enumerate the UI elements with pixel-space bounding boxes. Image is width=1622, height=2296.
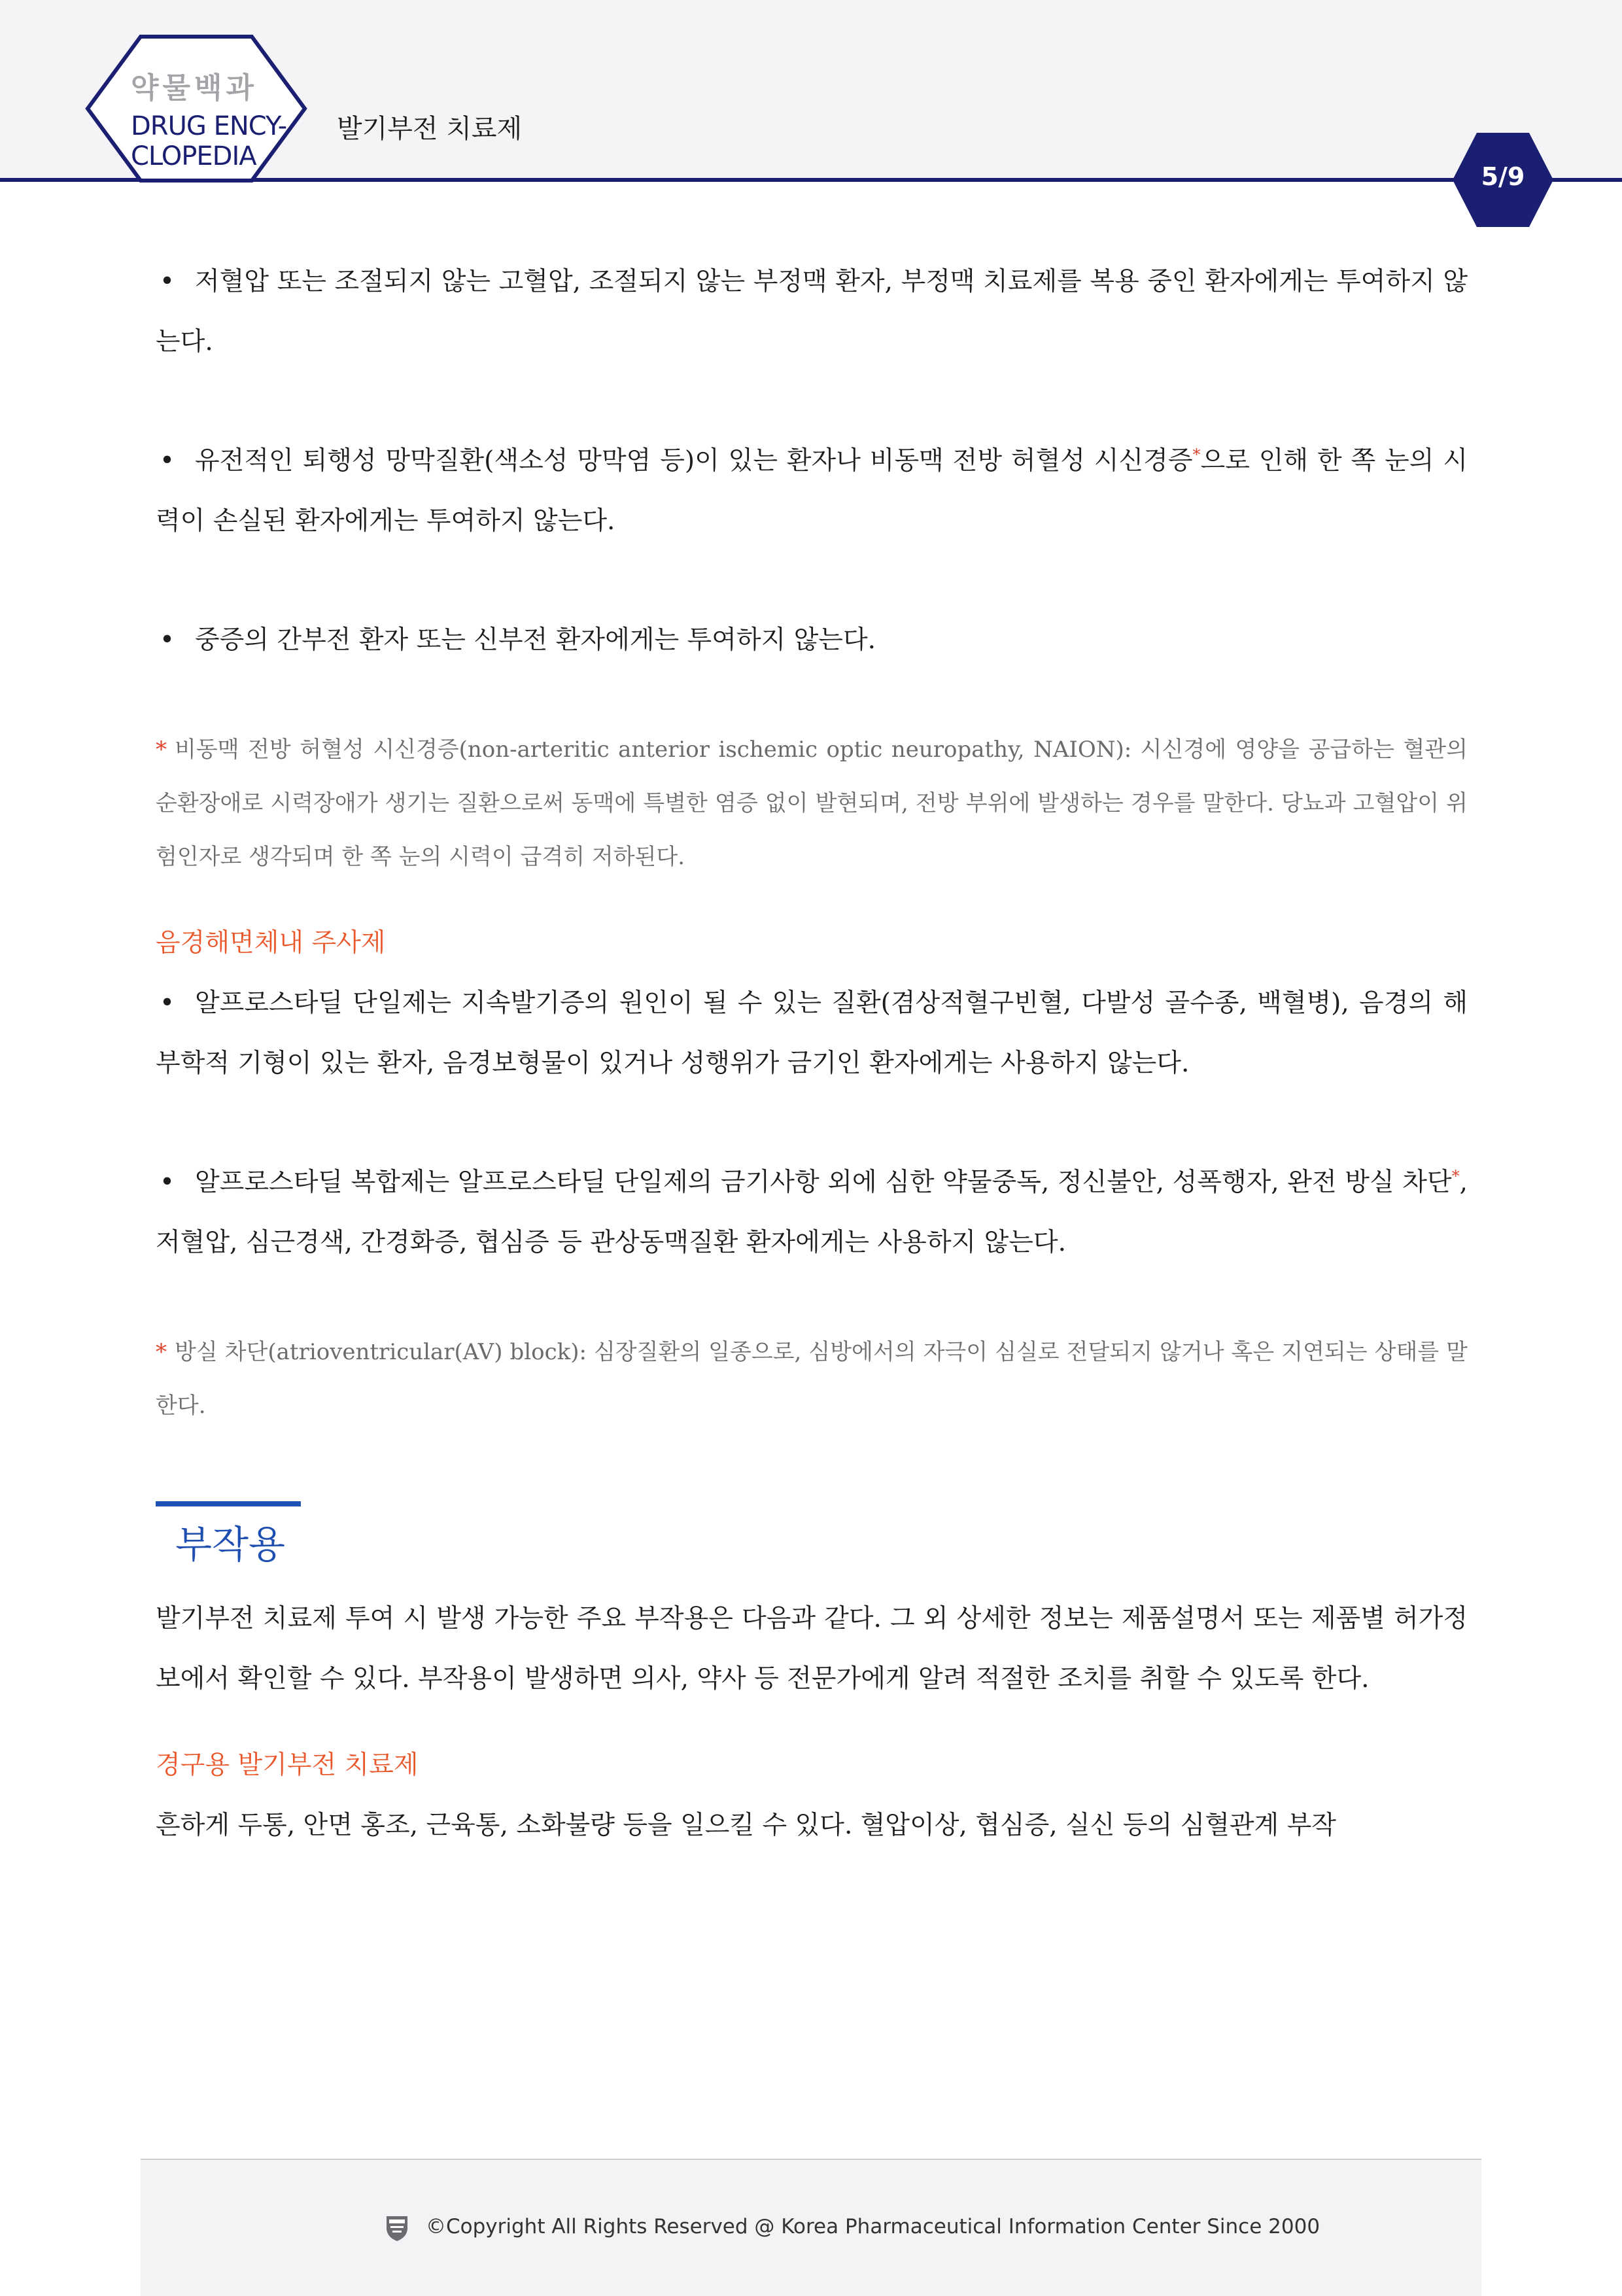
paragraph-text: 알프로스타딜 복합제는 알프로스타딜 단일제의 금기사항 외에 심한 약물중독, 정신불안, 성폭행자, 완전 방실 차단 xyxy=(195,1168,1452,1197)
spacer xyxy=(156,1094,1468,1153)
paragraph-text: 유전적인 퇴행성 망막질환(색소성 망막염 등)이 있는 환자나 비동맥 전방 허혈성 시신경증 xyxy=(195,446,1193,476)
logo-english-text xyxy=(131,111,294,171)
spacer xyxy=(156,884,1468,913)
footnote-text: 방실 차단(atrioventricular(AV) block): 심장질환의 일종으로, 심방에서의 자극이 심실로 전달되지 않거나 혹은 지연되는 상태를 말한다. xyxy=(156,1339,1468,1419)
bullet-icon: • xyxy=(160,988,175,1018)
copyright-text: ©Copyright All Rights Reserved @ Korea Pharmaceutical Information Center Since 2000 xyxy=(426,2215,1320,2238)
subheading-injection: 음경해면체내 주사제 xyxy=(156,928,386,958)
footnote-marker: * xyxy=(1451,1167,1460,1185)
contraindication-paragraph-4 xyxy=(156,973,1468,1094)
footnote-av-block xyxy=(156,1325,1468,1433)
main-content xyxy=(156,252,1468,1856)
footnote-asterisk: * xyxy=(156,737,167,763)
contraindication-paragraph-2 xyxy=(156,431,1468,551)
oral-side-effects-paragraph: 흔하게 두통, 안면 홍조, 근육통, 소화불량 등을 일으킬 수 있다. 혈압이상, 협심증, 실신 등의 심혈관계 부작 xyxy=(156,1811,1336,1840)
paragraph-text: 저혈압 또는 조절되지 않는 고혈압, 조절되지 않는 부정맥 환자, 부정맥 치료제를 복용 중인 환자에게는 투여하지 않는다. xyxy=(156,267,1468,357)
spacer xyxy=(156,1273,1468,1325)
page-number: 5/9 xyxy=(1481,162,1525,191)
paragraph-text: 알프로스타딜 단일제는 지속발기증의 원인이 될 수 있는 질환(겸상적혈구빈혈, 다발성 골수종, 백혈병), 음경의 해부학적 기형이 있는 환자, 음경보형물이 있거나 성행위가 금기인 환자에게는 사용하지 않는다. xyxy=(156,988,1468,1078)
footer xyxy=(141,2159,1481,2296)
spacer xyxy=(156,551,1468,610)
footnote-naion xyxy=(156,723,1468,884)
contraindication-paragraph-3 xyxy=(156,610,1468,670)
footnote-text: 비동맥 전방 허혈성 시신경증(non-arteritic anterior ischemic optic neuropathy, NAION): 시신경에 영양을 공급하는 혈관의 순환장애로 시력장애가 생기는 질환으로써 동맥에 특별한 염증 없이 발현되며, 전방 부위에 발생하는 경우를 말한다. 당뇨과 고혈압이 위험인자로 생각되며 한 쪽 눈의 시력이 급격히 저하된다. xyxy=(156,737,1468,870)
spacer xyxy=(156,670,1468,723)
spacer xyxy=(156,372,1468,431)
logo-korean-text: 약물백과 xyxy=(131,71,258,105)
bullet-icon: • xyxy=(160,267,175,296)
side-effects-intro-paragraph: 발기부전 치료제 투여 시 발생 가능한 주요 부작용은 다음과 같다. 그 외 상세한 정보는 제품설명서 또는 제품별 허가정보에서 확인할 수 있다. 부작용이 발생하면 의사, 약사 등 전문가에게 알려 적절한 조치를 취할 수 있도록 한다. xyxy=(156,1604,1468,1694)
logo-english-line2: CLOPEDIA xyxy=(131,141,256,171)
spacer xyxy=(156,1571,1468,1589)
section-accent-bar xyxy=(156,1501,301,1506)
bullet-icon: • xyxy=(160,625,175,655)
paragraph-text: 으로 인해 한 쪽 눈의 시력이 손실된 환자에게는 투여하지 않는다. xyxy=(156,446,1468,536)
document-title: 발기부전 치료제 xyxy=(337,114,523,144)
shield-emblem-icon xyxy=(384,2214,410,2242)
paragraph-text: , 저혈압, 심근경색, 간경화증, 협심증 등 관상동맥질환 환자에게는 사용하지 않는다. xyxy=(156,1168,1468,1257)
contraindication-paragraph-5 xyxy=(156,1153,1468,1273)
section-title-side-effects: 부작용 xyxy=(175,1522,286,1567)
logo-english-line1: DRUG ENCY- xyxy=(131,111,287,141)
subheading-oral: 경구용 발기부전 치료제 xyxy=(156,1750,419,1780)
bullet-icon: • xyxy=(160,1168,175,1197)
bullet-icon: • xyxy=(160,446,175,476)
spacer xyxy=(156,1709,1468,1735)
footnote-asterisk: * xyxy=(156,1339,167,1365)
footnote-marker: * xyxy=(1192,445,1201,464)
contraindication-paragraph-1 xyxy=(156,252,1468,372)
paragraph-text: 중증의 간부전 환자 또는 신부전 환자에게는 투여하지 않는다. xyxy=(195,625,876,655)
